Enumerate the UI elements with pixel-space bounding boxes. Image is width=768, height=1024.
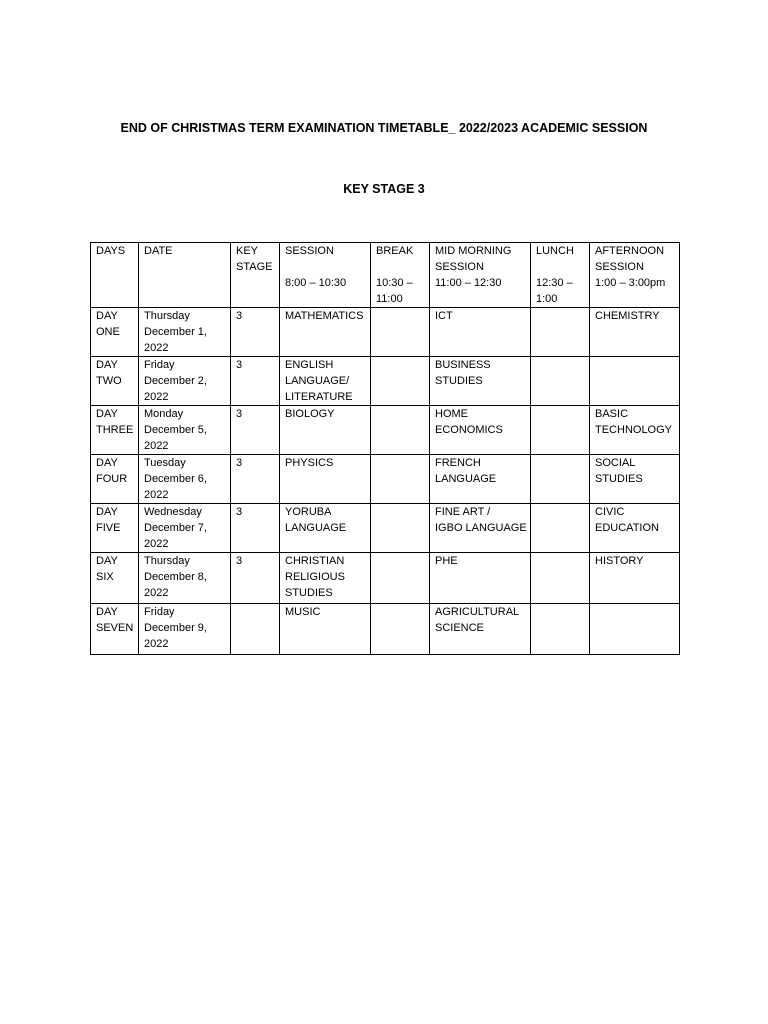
cell-session: MATHEMATICS — [280, 308, 371, 357]
table-row — [91, 553, 680, 604]
timetable — [90, 242, 680, 655]
header-days: DAYS — [91, 243, 139, 308]
cell-afternoon — [590, 357, 680, 406]
mid-morning-time: 11:00 – 12:30 — [435, 277, 502, 289]
cell-mid-morning: BUSINESS STUDIES — [430, 357, 531, 406]
header-afternoon: AFTERNOON SESSION 1:00 – 3:00pm — [590, 243, 680, 308]
afternoon-time: 1:00 – 3:00pm — [595, 277, 666, 289]
cell-stage: 3 — [231, 308, 280, 357]
cell-day: DAY SIX — [91, 553, 139, 604]
cell-break — [371, 455, 430, 504]
header-session: SESSION 8:00 – 10:30 — [280, 243, 371, 308]
page-title: END OF CHRISTMAS TERM EXAMINATION TIMETABLE_ 2022/2023 ACADEMIC SESSION — [120, 121, 648, 135]
cell-lunch — [531, 406, 590, 455]
cell-lunch — [531, 455, 590, 504]
cell-mid-morning: FINE ART / IGBO LANGUAGE — [430, 504, 531, 553]
cell-stage: 3 — [231, 357, 280, 406]
header-date: DATE — [139, 243, 231, 308]
cell-session: PHYSICS — [280, 455, 371, 504]
cell-mid-morning: HOME ECONOMICS — [430, 406, 531, 455]
header-lunch: LUNCH 12:30 – 1:00 — [531, 243, 590, 308]
cell-break — [371, 308, 430, 357]
cell-mid-morning: PHE — [430, 553, 531, 604]
lunch-time: 12:30 – — [536, 277, 573, 289]
cell-day: DAY SEVEN — [91, 604, 139, 655]
cell-break — [371, 357, 430, 406]
cell-afternoon — [590, 604, 680, 655]
cell-day: DAY FOUR — [91, 455, 139, 504]
table-row — [91, 455, 680, 504]
header-mid-morning: MID MORNING SESSION 11:00 – 12:30 — [430, 243, 531, 308]
table-body — [91, 308, 680, 655]
cell-date: Wednesday December 7, 2022 — [139, 504, 231, 553]
cell-day: DAY THREE — [91, 406, 139, 455]
cell-date: Thursday December 1, 2022 — [139, 308, 231, 357]
cell-break — [371, 604, 430, 655]
cell-break — [371, 553, 430, 604]
cell-afternoon: SOCIAL STUDIES — [590, 455, 680, 504]
table-row — [91, 357, 680, 406]
cell-session: BIOLOGY — [280, 406, 371, 455]
cell-lunch — [531, 553, 590, 604]
cell-date: Friday December 9, 2022 — [139, 604, 231, 655]
header-break: BREAK 10:30 – 11:00 — [371, 243, 430, 308]
cell-date: Tuesday December 6, 2022 — [139, 455, 231, 504]
page-subtitle: KEY STAGE 3 — [343, 182, 425, 196]
cell-date: Friday December 2, 2022 — [139, 357, 231, 406]
cell-mid-morning: FRENCH LANGUAGE — [430, 455, 531, 504]
table-row — [91, 504, 680, 553]
cell-date: Thursday December 8, 2022 — [139, 553, 231, 604]
break-time: 10:30 – — [376, 277, 413, 289]
cell-session: CHRISTIAN RELIGIOUS STUDIES — [280, 553, 371, 604]
cell-stage: 3 — [231, 553, 280, 604]
cell-stage: 3 — [231, 406, 280, 455]
cell-lunch — [531, 504, 590, 553]
cell-stage — [231, 604, 280, 655]
cell-mid-morning: AGRICULTURAL SCIENCE — [430, 604, 531, 655]
header-key-stage: KEY STAGE — [231, 243, 280, 308]
cell-afternoon: HISTORY — [590, 553, 680, 604]
cell-afternoon: CIVIC EDUCATION — [590, 504, 680, 553]
cell-break — [371, 406, 430, 455]
cell-lunch — [531, 308, 590, 357]
cell-session: ENGLISH LANGUAGE/ LITERATURE — [280, 357, 371, 406]
cell-afternoon: BASIC TECHNOLOGY — [590, 406, 680, 455]
cell-day: DAY FIVE — [91, 504, 139, 553]
cell-lunch — [531, 604, 590, 655]
cell-session: MUSIC — [280, 604, 371, 655]
cell-stage: 3 — [231, 504, 280, 553]
table-row — [91, 308, 680, 357]
header-row — [91, 243, 680, 308]
cell-day: DAY ONE — [91, 308, 139, 357]
cell-date: Monday December 5, 2022 — [139, 406, 231, 455]
cell-lunch — [531, 357, 590, 406]
cell-day: DAY TWO — [91, 357, 139, 406]
table-row — [91, 604, 680, 655]
cell-break — [371, 504, 430, 553]
session-time: 8:00 – 10:30 — [285, 277, 347, 289]
table-row — [91, 406, 680, 455]
cell-session: YORUBA LANGUAGE — [280, 504, 371, 553]
cell-mid-morning: ICT — [430, 308, 531, 357]
cell-afternoon: CHEMISTRY — [590, 308, 680, 357]
cell-stage: 3 — [231, 455, 280, 504]
